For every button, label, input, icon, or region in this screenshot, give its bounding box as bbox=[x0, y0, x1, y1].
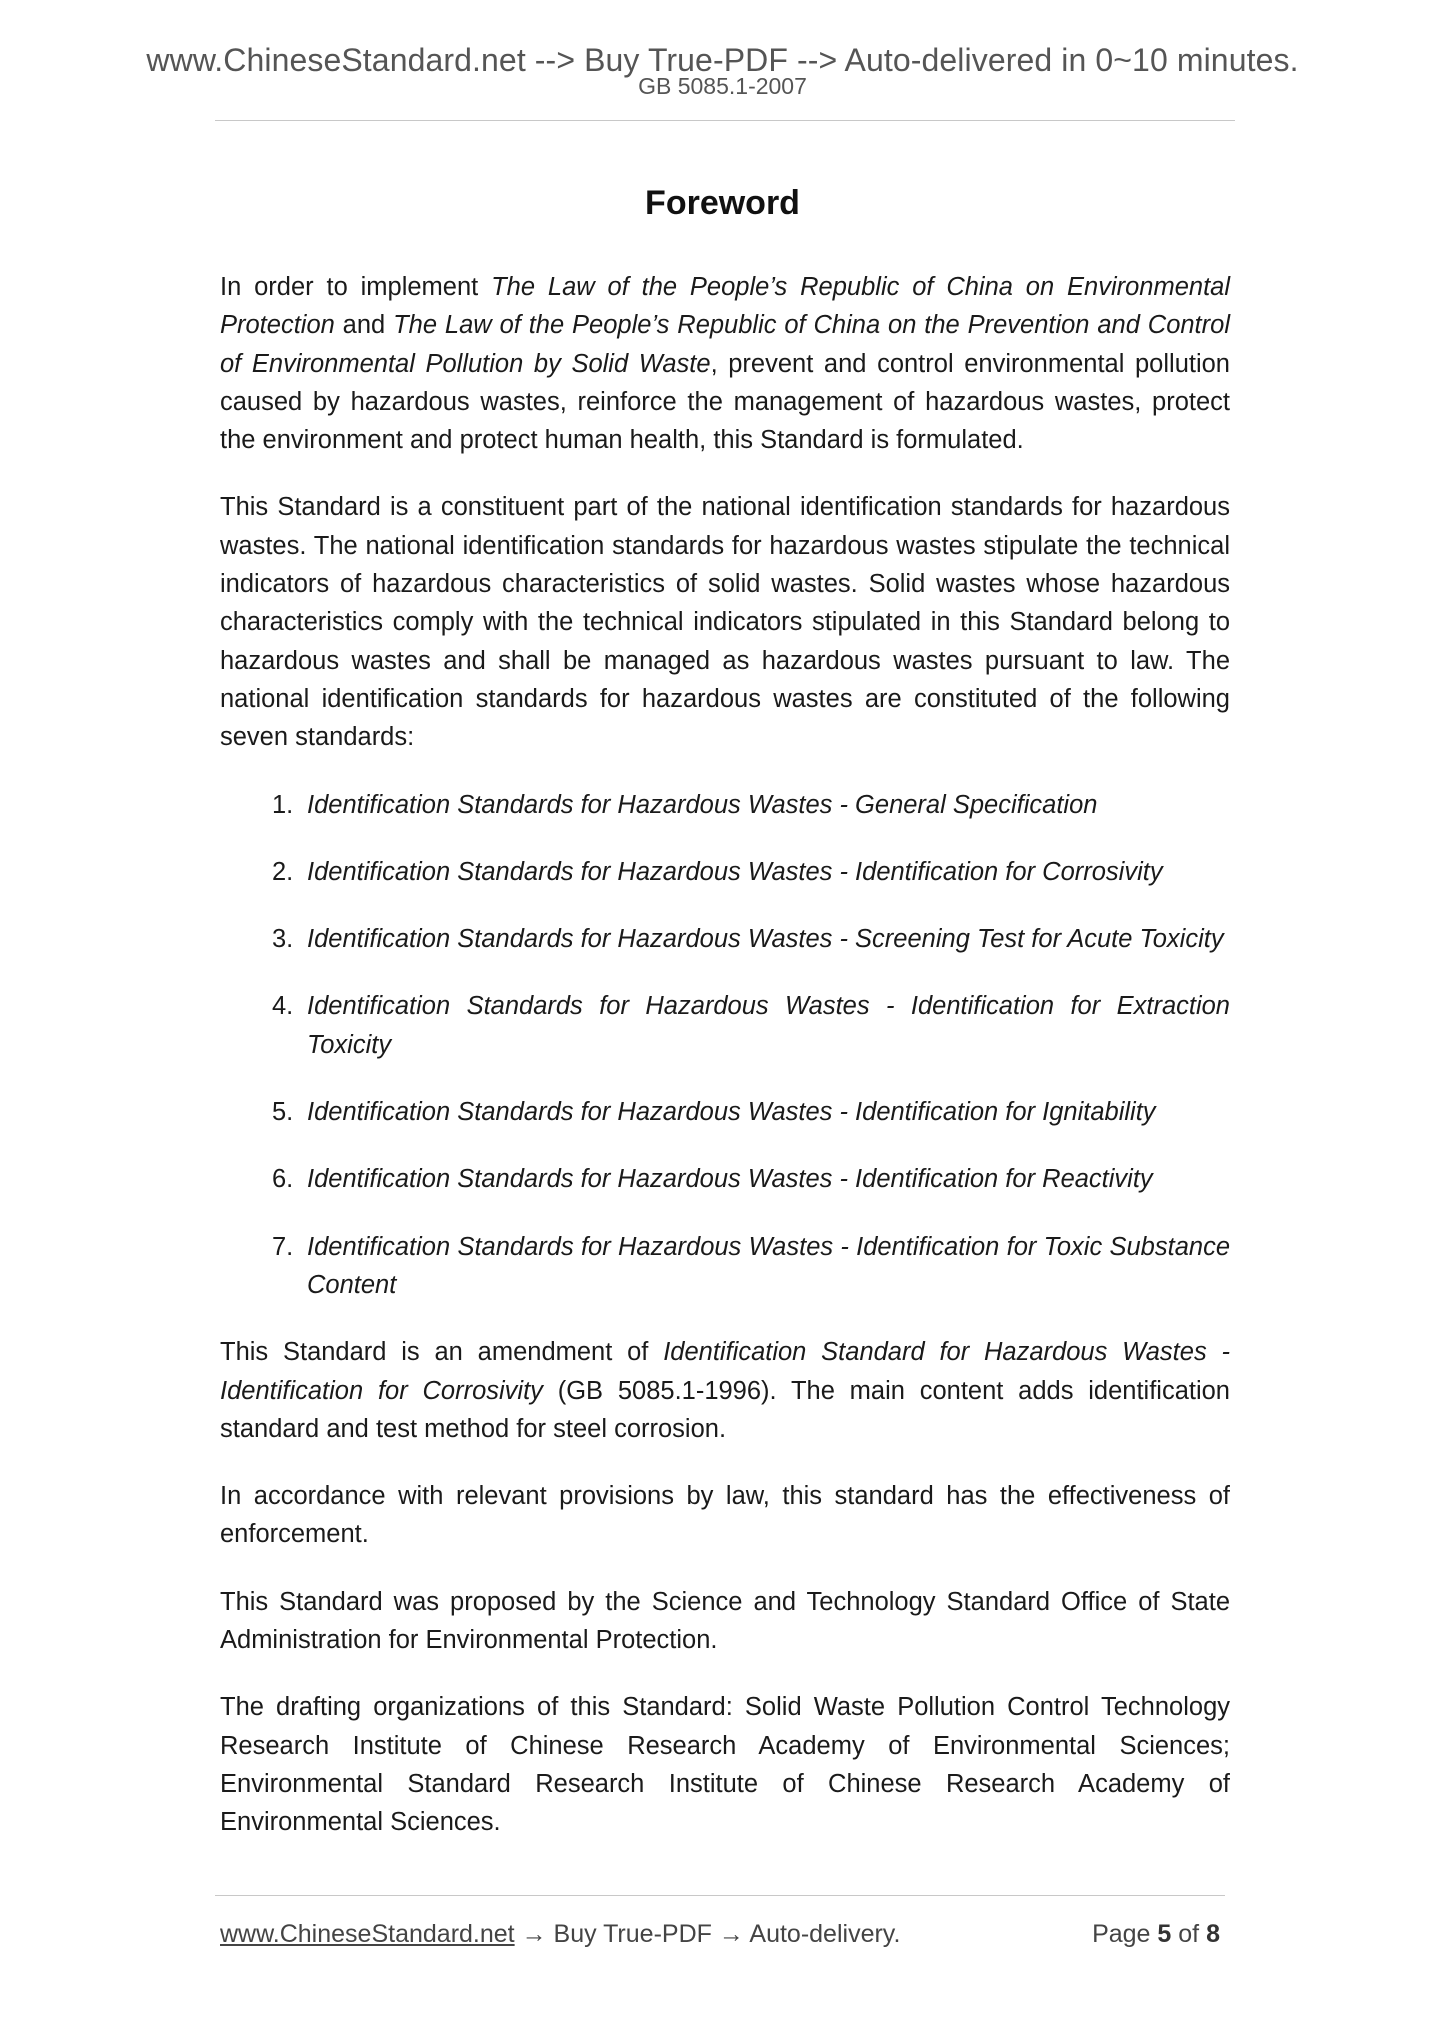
list-item bbox=[220, 920, 1230, 958]
paragraph-enforcement: In accordance with relevant provisions by law, this standard has the effectiveness of enforcement. bbox=[220, 1482, 1230, 1549]
list-item-text: Identification Standards for Hazardous Wastes - Identification for Reactivity bbox=[307, 1165, 1153, 1194]
paragraph-purpose bbox=[220, 268, 1230, 459]
amended-standard-title: Identification Standard for Hazardous Wastes - Identification for Corrosivity bbox=[220, 1338, 1230, 1405]
footer-tagline: → Buy True-PDF → Auto-delivery. bbox=[514, 1920, 901, 1948]
list-item-number: 1. bbox=[272, 790, 294, 819]
list-item-number: 6. bbox=[272, 1165, 294, 1194]
law-title-solid-waste: The Law of the People’s Republic of China on the Prevention and Control of Environmental Pollution by Solid Waste bbox=[220, 311, 1230, 378]
top-banner: www.ChineseStandard.net --> Buy True-PDF --> Auto-delivered in 0~10 minutes. bbox=[146, 42, 1299, 78]
list-item bbox=[220, 1228, 1230, 1305]
list-item-number: 4. bbox=[272, 992, 294, 1021]
footer-left bbox=[220, 1918, 900, 1950]
list-item-text: Identification Standards for Hazardous Wastes - Identification for Toxic Substance Content bbox=[307, 1232, 1230, 1299]
law-title-environmental-protection: The Law of the People’s Republic of China on Environmental Protection bbox=[220, 273, 1231, 340]
list-item-text: Identification Standards for Hazardous Wastes - Identification for Extraction Toxicity bbox=[307, 992, 1230, 1059]
paragraph-drafting-organizations: The drafting organizations of this Standard: Solid Waste Pollution Control Technology Research Institute of Chinese Research Academy of Environmental Sciences; Environmental Standard Research Institute of Chinese Research Academy of Environmental Sciences. bbox=[220, 1693, 1230, 1837]
footer-site-link[interactable]: www.ChineseStandard.net bbox=[220, 1920, 515, 1948]
list-item bbox=[220, 1093, 1230, 1131]
page-label: Page bbox=[1092, 1920, 1151, 1948]
document-code: GB 5085.1-2007 bbox=[638, 73, 807, 99]
amendment-text-1: This Standard is an amendment of bbox=[220, 1338, 664, 1367]
purpose-text-1: In order to implement bbox=[220, 273, 492, 301]
list-item-number: 7. bbox=[272, 1232, 294, 1261]
body-content bbox=[220, 268, 1230, 1871]
list-item bbox=[220, 987, 1230, 1064]
list-item bbox=[220, 786, 1230, 824]
page-indicator bbox=[1092, 1918, 1220, 1950]
list-item bbox=[220, 853, 1230, 891]
list-item-text: Identification Standards for Hazardous Wastes - Identification for Ignitability bbox=[307, 1098, 1156, 1127]
page-of-label: of bbox=[1178, 1920, 1200, 1948]
list-item-text: Identification Standards for Hazardous Wastes - Screening Test for Acute Toxicity bbox=[307, 925, 1224, 954]
current-page-number: 5 bbox=[1157, 1920, 1172, 1948]
list-item bbox=[220, 1160, 1230, 1198]
paragraph-constituent: This Standard is a constituent part of the national identification standards for hazardous wastes. The national identification standards for hazardous wastes stipulate the technical indicators of hazardous characteristics of solid wastes. Solid wastes whose hazardous characteristics comply with the technical indicators stipulated in this Standard belong to hazardous wastes and shall be managed as hazardous wastes pursuant to law. The national identification standards for hazardous wastes are constituted of the following seven standards: bbox=[220, 493, 1230, 752]
total-page-number: 8 bbox=[1206, 1920, 1220, 1948]
standards-list bbox=[220, 786, 1230, 1305]
page-title: Foreword bbox=[645, 184, 800, 222]
purpose-text-3: , prevent and control environmental pollution caused by hazardous wastes, reinforce the management of hazardous wastes, protect the environment and protect human health, this Standard is formulated. bbox=[220, 349, 1230, 455]
list-item-text: Identification Standards for Hazardous Wastes - General Specification bbox=[307, 790, 1098, 819]
purpose-text-2: and bbox=[334, 311, 394, 340]
amendment-text-2: (GB 5085.1-1996). The main content adds identification standard and test method for steel corrosion. bbox=[220, 1376, 1230, 1443]
paragraph-proposer: This Standard was proposed by the Science and Technology Standard Office of State Administration for Environmental Protection. bbox=[220, 1587, 1230, 1655]
list-item-number: 2. bbox=[272, 857, 294, 886]
header-divider bbox=[215, 120, 1235, 121]
footer-divider bbox=[215, 1895, 1225, 1896]
list-item-number: 5. bbox=[272, 1098, 294, 1127]
list-item-number: 3. bbox=[272, 925, 294, 954]
paragraph-amendment bbox=[220, 1333, 1230, 1448]
list-item-text: Identification Standards for Hazardous Wastes - Identification for Corrosivity bbox=[307, 857, 1163, 886]
